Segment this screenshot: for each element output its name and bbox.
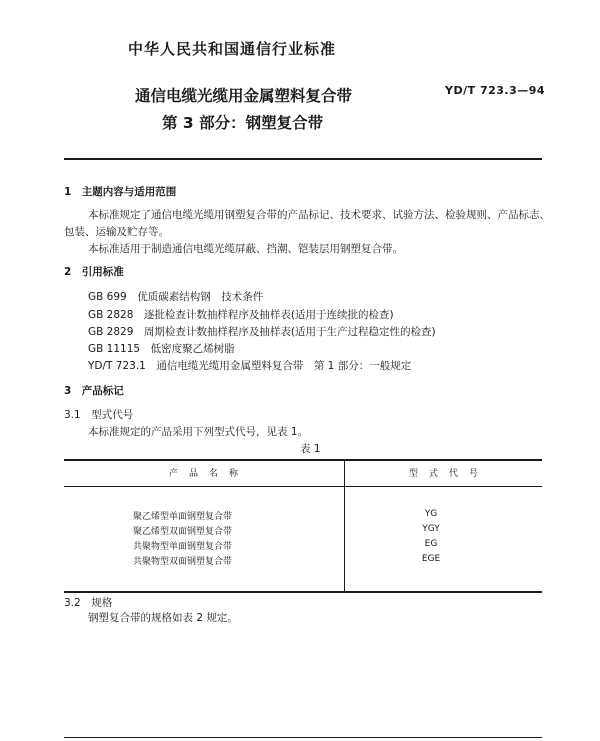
section1-paragraph-1: 本标准规定了通信电缆光缆用钢塑复合带的产品标记、技术要求、试验方法、检验规则、产品标志、 [88,209,550,221]
table-header-type-code: 型 式 代 号 [408,469,479,479]
standard-code: YD/T 723.3—94 [445,84,546,97]
table-bottom-rule [64,591,542,593]
table-row-code: YGY [422,524,440,534]
reference-item: GB 2829 周期检查计数抽样程序及抽样表(适用于生产过程稳定性的检查) [88,326,436,338]
national-standard-title: 中华人民共和国通信行业标准 [128,40,337,58]
section-heading-1: 1 主题内容与适用范围 [64,186,177,198]
table-row-code: EG [424,539,438,549]
table-caption: 表 1 [300,443,321,455]
section-heading-2: 2 引用标准 [64,266,124,278]
table-header-product-name: 产 品 名 称 [168,469,239,479]
table-row-code: EGE [421,554,441,564]
subsection-heading-3-1: 3.1 型式代号 [64,409,134,421]
reference-item: YD/T 723.1 通信电缆光缆用金属塑料复合带 第 1 部分：一般规定 [88,360,412,372]
reference-item: GB 11115 低密度聚乙烯树脂 [88,343,235,355]
section-heading-3: 3 产品标记 [64,385,124,397]
table-row-name: 共聚物型双面钢塑复合带 [133,557,233,567]
reference-item: GB 2828 逐批检查计数抽样程序及抽样表(适用于连续批的检查) [88,309,394,321]
table-row-code: YG [424,509,438,519]
table-row-name: 聚乙烯型单面钢塑复合带 [133,512,233,522]
section1-paragraph-2: 本标准适用于制造通信电缆光缆屏蔽、挡潮、铠装层用钢塑复合带。 [88,243,403,255]
reference-item: GB 699 优质碳素结构钢 技术条件 [88,291,264,303]
section1-paragraph-1-cont: 包装、运输及贮存等。 [64,226,169,238]
table-row-name: 共聚物型单面钢塑复合带 [133,542,233,552]
table-row-name: 聚乙烯型双面钢塑复合带 [133,527,233,537]
subsection-heading-3-2: 3.2 规格 [64,597,113,609]
subsection-3-1-text: 本标准规定的产品采用下列型式代号，见表 1。 [88,426,309,438]
document-title-line1: 通信电缆光缆用金属塑料复合带 [135,87,353,105]
table-header-rule [64,486,542,487]
document-title-line2: 第 3 部分：钢塑复合带 [162,114,324,132]
footer-rule [64,737,542,738]
table-top-rule [64,459,542,461]
header-rule [64,158,542,160]
subsection-3-2-text: 钢塑复合带的规格如表 2 规定。 [88,612,238,624]
table-column-divider [344,459,345,592]
